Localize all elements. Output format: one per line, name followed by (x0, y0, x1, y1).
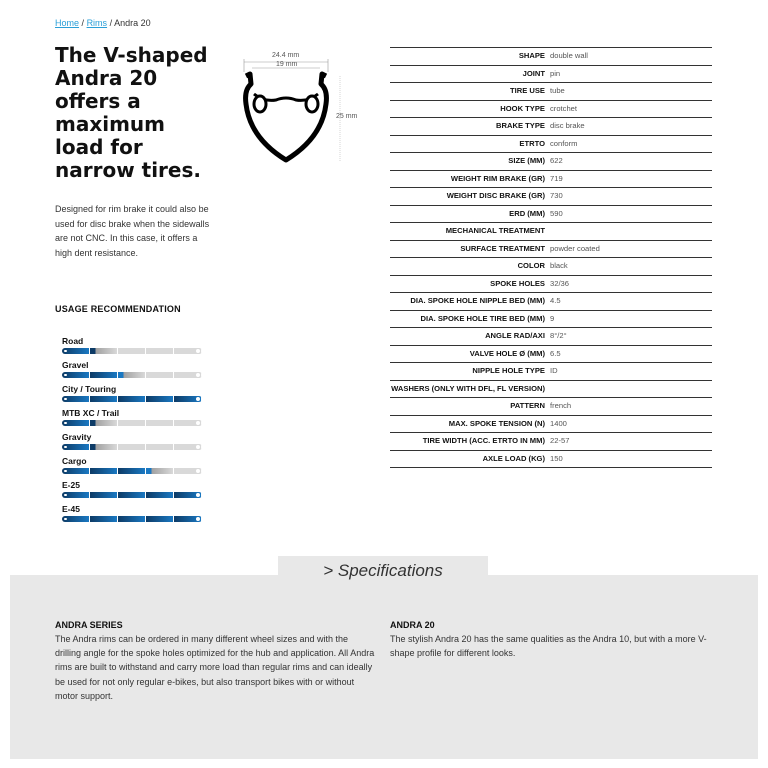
usage-level-segment (146, 348, 174, 354)
spec-row (390, 328, 712, 346)
usage-row (62, 480, 202, 504)
usage-level-segment (90, 372, 118, 378)
spec-value: 622 (550, 156, 563, 165)
usage-label: E-25 (62, 480, 80, 490)
spec-value: disc brake (550, 121, 585, 130)
spec-key: DIA. SPOKE HOLE NIPPLE BED (MM) (410, 296, 545, 305)
spec-key: SHAPE (518, 51, 545, 60)
spec-value: 6.5 (550, 348, 561, 358)
spec-key: ERD (MM) (509, 208, 545, 218)
breadcrumb-home-link[interactable]: Home (55, 18, 80, 28)
usage-level-segment (118, 516, 146, 522)
rim-outer-width: 24.4 mm (272, 52, 300, 59)
usage-level-segment (146, 492, 174, 498)
usage-level-segment (146, 516, 174, 522)
spec-key: DIA. SPOKE HOLE TIRE BED (MM) (420, 313, 545, 323)
spec-value: 590 (550, 208, 563, 218)
usage-level-segment (146, 444, 174, 450)
model-text: The stylish Andra 20 has the same qualities as the Andra 10, but with a more V-shape profile for different looks. (390, 634, 707, 659)
spec-row (390, 275, 712, 293)
rim-profile-icon (238, 50, 368, 170)
spec-row (390, 223, 712, 241)
usage-label: Gravity (62, 432, 92, 442)
series-heading: ANDRA SERIES (55, 620, 123, 630)
bar-end-marker (196, 517, 200, 521)
usage-row (62, 456, 202, 480)
bar-start-marker (64, 422, 67, 424)
usage-level-bar (62, 372, 202, 378)
usage-level-segment (118, 420, 146, 426)
usage-level-segment (146, 420, 174, 426)
spec-row (390, 398, 712, 416)
bar-start-marker (64, 398, 67, 400)
spec-row (390, 293, 712, 311)
spec-row (390, 450, 712, 468)
usage-row (62, 360, 202, 384)
spec-key: PATTERN (510, 401, 545, 410)
usage-level-segment (90, 420, 118, 426)
spec-row (390, 205, 712, 223)
usage-level-segment (118, 492, 146, 498)
spec-value: black (550, 261, 568, 270)
spec-value (550, 223, 712, 241)
spec-value: crotchet (550, 103, 578, 113)
spec-key: WEIGHT DISC BRAKE (GR) (446, 191, 545, 200)
usage-level-bar (62, 348, 202, 354)
bar-end-marker (196, 349, 200, 353)
rim-profile-drawing (238, 50, 368, 170)
usage-label: E-45 (62, 504, 80, 514)
usage-row (62, 504, 202, 528)
spec-value: double wall (550, 51, 588, 60)
usage-label: MTB XC / Trail (62, 408, 120, 418)
spec-key: WASHERS (ONLY WITH DFL, FL VERSION) (391, 383, 545, 393)
usage-level-segment (118, 372, 146, 378)
spec-key: HOOK TYPE (500, 103, 545, 113)
spec-key: SURFACE TREATMENT (460, 243, 545, 253)
model-heading: ANDRA 20 (390, 620, 435, 630)
spec-row (390, 240, 712, 258)
bar-end-marker (196, 445, 200, 449)
bar-end-marker (196, 421, 200, 425)
usage-level-bar (62, 444, 202, 450)
bar-start-marker (64, 518, 67, 520)
bar-start-marker (64, 350, 67, 352)
spec-row (390, 345, 712, 363)
usage-level-segment (90, 348, 118, 354)
usage-level-bar (62, 516, 202, 522)
spec-row (390, 433, 712, 451)
spec-value: 32/36 (550, 278, 570, 288)
bar-end-marker (196, 469, 200, 473)
spec-key: SPOKE HOLES (490, 278, 545, 288)
spec-key: BRAKE TYPE (496, 121, 545, 130)
spec-key: SIZE (MM) (508, 156, 545, 165)
usage-level-segment (90, 492, 118, 498)
usage-row (62, 432, 202, 456)
spec-value: powder coated (550, 243, 600, 253)
usage-level-segment (118, 468, 146, 474)
spec-row (390, 83, 712, 101)
usage-row (62, 384, 202, 408)
spec-row (390, 100, 712, 118)
specs-table (390, 47, 712, 468)
series-description (55, 618, 375, 703)
usage-level-segment (146, 468, 174, 474)
usage-row (62, 336, 202, 360)
usage-level-segment (118, 444, 146, 450)
spec-row (390, 380, 712, 398)
tab-specifications[interactable]: > Specifications (278, 556, 488, 586)
usage-recommendation-title: USAGE RECOMMENDATION (55, 304, 181, 314)
usage-label: Gravel (62, 360, 89, 370)
breadcrumb (55, 18, 151, 28)
breadcrumb-rims-link[interactable]: Rims (86, 18, 108, 28)
usage-label: Road (62, 336, 84, 346)
usage-label: City / Touring (62, 384, 117, 394)
breadcrumb-current: Andra 20 (114, 18, 151, 28)
spec-key: NIPPLE HOLE TYPE (472, 366, 545, 375)
usage-level-bar (62, 396, 202, 402)
spec-value: 150 (550, 453, 563, 463)
spec-value: conform (550, 138, 578, 148)
spec-value: 22-57 (550, 436, 570, 445)
spec-row (390, 118, 712, 136)
spec-value: ID (550, 366, 558, 375)
spec-key: ANGLE RAD/AXI (485, 331, 545, 340)
spec-key: WEIGHT RIM BRAKE (GR) (450, 173, 545, 183)
rim-inner-width: 19 mm (276, 61, 298, 68)
spec-row (390, 170, 712, 188)
usage-level-segment (90, 516, 118, 522)
spec-value: tube (550, 86, 565, 95)
usage-level-segment (146, 372, 174, 378)
spec-key: MECHANICAL TREATMENT (445, 226, 545, 235)
usage-level-bar (62, 468, 202, 474)
bar-start-marker (64, 494, 67, 496)
spec-key: MAX. SPOKE TENSION (N) (448, 418, 545, 428)
usage-label: Cargo (62, 456, 87, 466)
usage-level-segment (90, 444, 118, 450)
spec-row (390, 153, 712, 171)
bar-end-marker (196, 493, 200, 497)
spec-value: french (550, 401, 572, 410)
product-intro: Designed for rim brake it could also be used for disc brake when the sidewalls are not CNC. In this case, it offers a high dent resistance. (55, 204, 210, 258)
rim-height: 25 mm (336, 113, 358, 120)
spec-row (390, 65, 712, 83)
spec-value (550, 380, 712, 398)
spec-row (390, 310, 712, 328)
spec-key: VALVE HOLE Ø (MM) (469, 348, 545, 358)
spec-row (390, 188, 712, 206)
usage-level-bar (62, 492, 202, 498)
page-title: The V-shaped Andra 20 offers a maximum load for narrow tires. (55, 43, 208, 182)
usage-recommendation-list (62, 336, 202, 528)
bar-end-marker (196, 373, 200, 377)
spec-value: 4.5 (550, 296, 561, 305)
spec-value: 730 (550, 191, 563, 200)
spec-row (390, 135, 712, 153)
spec-key: TIRE USE (509, 86, 545, 95)
bar-end-marker (196, 397, 200, 401)
spec-value: 1400 (550, 418, 567, 428)
model-description (390, 618, 710, 660)
bar-start-marker (64, 446, 67, 448)
spec-value: pin (550, 68, 561, 78)
bar-start-marker (64, 374, 67, 376)
breadcrumb-separator: / (81, 18, 85, 28)
spec-value: 8°/2° (550, 331, 567, 340)
usage-level-segment (90, 396, 118, 402)
spec-key: JOINT (522, 68, 545, 78)
spec-key: AXLE LOAD (KG) (482, 453, 545, 463)
spec-row (390, 415, 712, 433)
usage-level-segment (118, 396, 146, 402)
spec-key: TIRE WIDTH (ACC. ETRTO IN MM) (422, 436, 545, 445)
usage-level-segment (146, 396, 174, 402)
usage-row (62, 408, 202, 432)
spec-row (390, 48, 712, 66)
breadcrumb-separator: / (109, 18, 113, 28)
usage-level-segment (90, 468, 118, 474)
spec-key: ETRTO (519, 138, 545, 148)
spec-key: COLOR (517, 261, 545, 270)
usage-level-bar (62, 420, 202, 426)
spec-row (390, 363, 712, 381)
spec-row (390, 258, 712, 276)
spec-value: 719 (550, 173, 563, 183)
series-text: The Andra rims can be ordered in many different wheel sizes and with the drilling angle for the spoke holes optimized for the hub and application. All Andra rims are built to withstand and carry more load than regular rims and can ideally be used for not only regular e-bikes, but also transport bikes with or without motor support. (55, 634, 375, 701)
spec-value: 9 (550, 313, 555, 323)
usage-level-segment (118, 348, 146, 354)
bar-start-marker (64, 470, 67, 472)
